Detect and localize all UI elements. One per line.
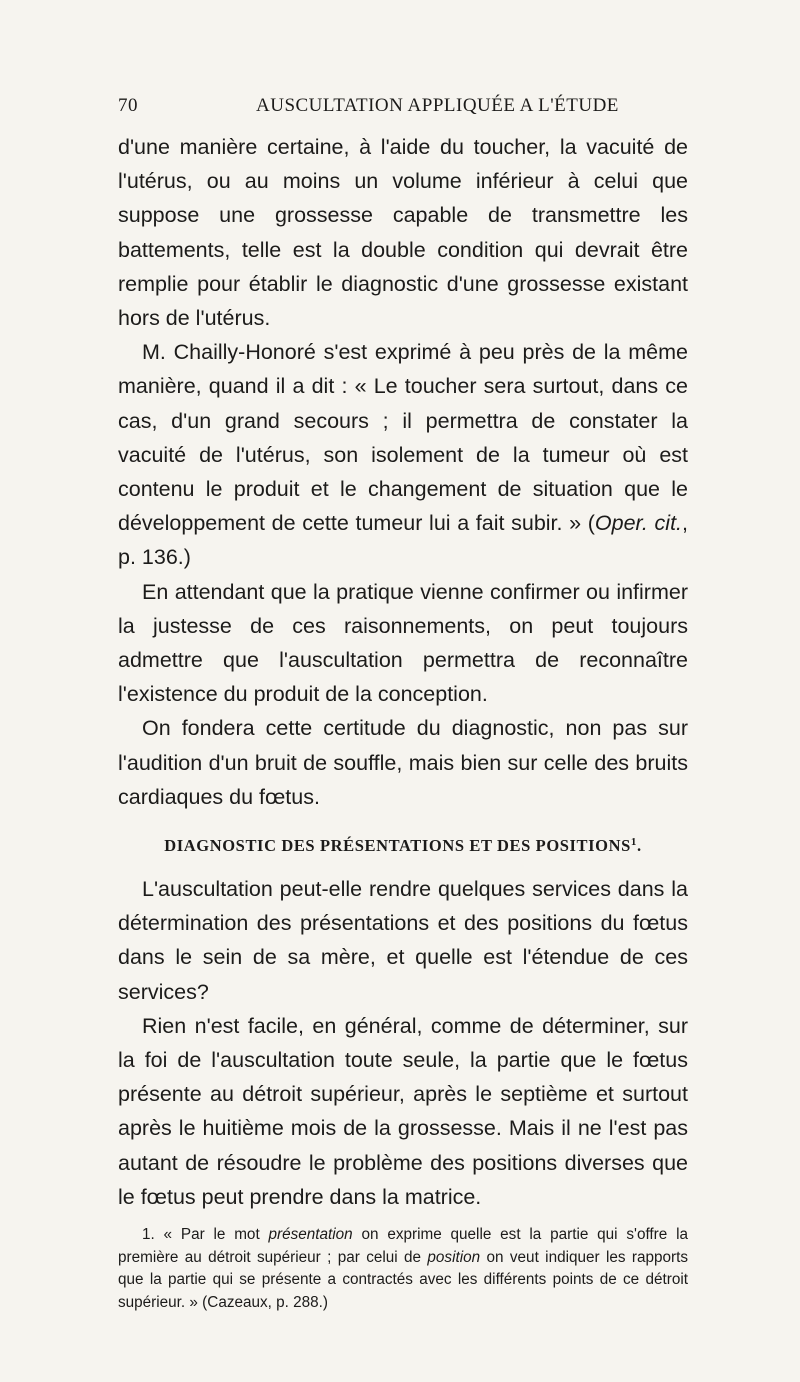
footnote-end: on veut indiquer les rapports que la partie qui se présente a contractés avec les différents points de ce détroit supérieur. » (Cazeaux, p. 288.) bbox=[118, 1248, 689, 1311]
page-number: 70 bbox=[118, 95, 138, 116]
footnote-middle: on exprime quelle est la partie qui s'offre la première au détroit supérieur ; par celui de bbox=[118, 1226, 688, 1266]
page-header bbox=[118, 92, 688, 120]
citation-italic: Oper. cit. bbox=[594, 511, 683, 536]
footnote-text bbox=[118, 1224, 688, 1314]
body-text bbox=[118, 130, 688, 1314]
citation-page: , p. 136.) bbox=[118, 511, 688, 570]
footnote-term-position: position bbox=[427, 1248, 481, 1266]
paragraph-chailly-quote bbox=[118, 335, 688, 574]
footnote bbox=[118, 1224, 688, 1314]
footnote-term-presentation: présentation bbox=[268, 1226, 353, 1244]
footnote-marker: 1 bbox=[630, 836, 638, 849]
footnote-lead: 1. « Par le mot bbox=[142, 1226, 269, 1244]
paragraph-question: L'auscultation peut-elle rendre quelques services dans la détermination des présentations et des positions du fœtus dans le sein de sa mère, et quelle est l'étendue de ces services? bbox=[118, 877, 688, 1004]
paragraph-certitude: On fondera cette certitude du diagnostic, non pas sur l'audition d'un bruit de souffle, mais bien sur celle des bruits cardiaques du fœtus. bbox=[118, 716, 688, 809]
running-title: AUSCULTATION APPLIQUÉE A L'ÉTUDE bbox=[256, 95, 619, 116]
quote-text: M. Chailly-Honoré s'est exprimé à peu près de la même manière, quand il a dit : « Le toucher sera surtout, dans ce cas, d'un grand secours ; il permettra de constater la vacuité de l'utérus, son isolement de la tumeur où est contenu le produit et le changement de situation que le développement de cette tumeur lui a fait subir. » ( bbox=[118, 340, 688, 536]
paragraph-auscultation: En attendant que la pratique vienne confirmer ou infirmer la justesse de ces raisonnements, on peut toujours admettre que l'auscultation permettra de reconnaître l'existence du produit de la conception. bbox=[118, 579, 688, 707]
paragraph-continuation: d'une manière certaine, à l'aide du toucher, la vacuité de l'utérus, ou au moins un volume inférieur à celui que suppose une grossesse capable de transmettre les battements, telle est la double condition qui devrait être remplie pour établir le diagnostic d'une grossesse existant hors de l'utérus. bbox=[118, 135, 688, 331]
section-heading-text: DIAGNOSTIC DES PRÉSENTATIONS ET DES POSITIONS bbox=[164, 836, 631, 856]
section-heading: DIAGNOSTIC DES PRÉSENTATIONS ET DES POSITIONS$^1$. bbox=[164, 836, 642, 856]
paragraph-answer: Rien n'est facile, en général, comme de déterminer, sur la foi de l'auscultation toute seule, la partie que le fœtus présente au détroit supérieur, après le septième et surtout après le huitième mois de la grossesse. Mais il ne l'est pas autant de résoudre le problème des positions diverses que le fœtus peut prendre dans la matrice. bbox=[118, 1013, 688, 1209]
